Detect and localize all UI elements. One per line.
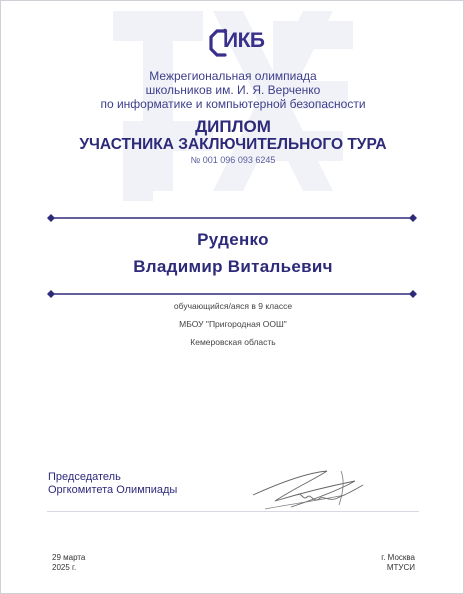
participant-surname: Руденко [197, 230, 269, 249]
issue-date [52, 553, 85, 573]
diploma-title: ДИПЛОМ [195, 117, 271, 136]
participant-given-names: Владимир Витальевич [133, 257, 333, 276]
olympiad-name-line-2: школьников им. И. Я. Верченко [145, 83, 321, 97]
divider-bottom [47, 290, 417, 298]
participant-grade: обучающийся/аяся в 9 классе [173, 301, 293, 311]
issue-place-org: МТУСИ [386, 563, 415, 572]
signatory-title-line-1: Председатель [48, 471, 121, 483]
olympiad-name-line-3: по информатике и компьютерной безопасности [100, 97, 366, 111]
participant-school: МБОУ "Пригородная ООШ" [179, 319, 287, 329]
signatory-title-line-2: Оргкомитета Олимпиады [48, 484, 178, 496]
issue-place-city: г. Москва [381, 553, 415, 562]
diploma-number: № 001 096 093 6245 [190, 155, 276, 165]
issue-place [353, 553, 415, 573]
signature-icon [245, 465, 375, 515]
issue-date-year: 2025 г. [52, 563, 77, 572]
olympiad-name-line-1: Межрегиональная олимпиада [149, 69, 317, 83]
issue-date-day: 29 марта [52, 553, 86, 562]
participant-region: Кемеровская область [190, 337, 276, 347]
signature-line [47, 511, 419, 512]
diploma-subtitle: УЧАСТНИКА ЗАКЛЮЧИТЕЛЬНОГО ТУРА [79, 136, 387, 153]
logo-text: ИКБ [223, 29, 265, 52]
divider-top [47, 214, 417, 222]
